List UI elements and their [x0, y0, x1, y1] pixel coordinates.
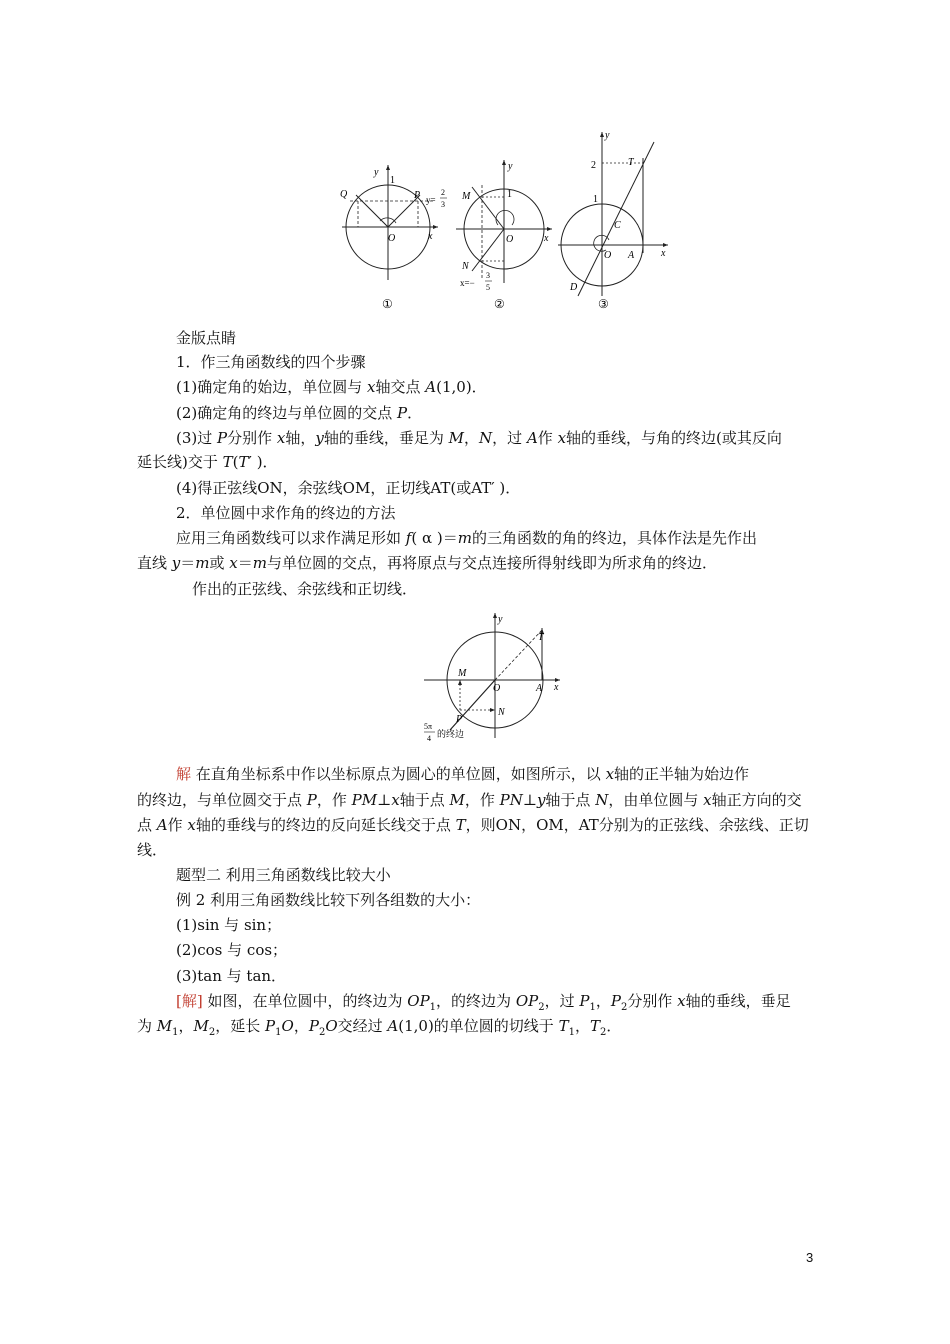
a2f: 2	[208, 1027, 216, 1038]
answer-line-1	[176, 991, 791, 1018]
a2v: 2	[600, 1027, 607, 1038]
fig2-label-x: x	[544, 233, 549, 244]
sol-3a: 点	[137, 816, 157, 834]
sol-2g: 轴于点	[399, 791, 450, 809]
page-number: 3	[806, 1250, 814, 1265]
example-2: 例 2 利用三角函数线比较下列各组数的大小：	[176, 891, 481, 909]
a1f: 2	[538, 1002, 545, 1013]
fig2-label-eq: x=−	[460, 278, 475, 288]
fig3-label-a: A	[628, 250, 635, 261]
m1d: m	[457, 529, 472, 547]
fig2-label-den: 5	[486, 283, 490, 292]
a1i: 1	[589, 1002, 596, 1013]
sol-2c: ，作	[316, 791, 352, 809]
sol-2h: M	[449, 791, 465, 809]
question-3: (3)tan 与 tan．	[176, 967, 287, 985]
method-line-2	[137, 553, 717, 573]
step-3-line-1	[176, 428, 782, 448]
step-2-text-c: ．	[407, 404, 423, 422]
s3k: ，过	[492, 429, 527, 447]
fig1-label-num: 2	[441, 188, 445, 197]
sol-2k: ⊥	[522, 791, 537, 809]
sol-2f: x	[391, 791, 400, 809]
a2o: 交经过	[337, 1017, 388, 1035]
solution-line-1	[176, 764, 749, 784]
step-2-var-p: P	[397, 404, 408, 422]
a2d: ，	[178, 1017, 194, 1035]
sol-2b: P	[306, 791, 317, 809]
a1o: 轴的垂线，垂足	[685, 992, 791, 1010]
fig3-label-t: T	[628, 157, 634, 168]
a2e: M	[193, 1017, 209, 1035]
step-1-text-c: 轴交点	[375, 378, 426, 396]
m2b: y	[171, 554, 181, 572]
sol-2a: 的终边，与单位圆交于点	[137, 791, 307, 809]
a1n: x	[677, 992, 686, 1010]
a1b: OP	[407, 992, 430, 1010]
step-1-var-a: A	[425, 378, 437, 396]
fig2-label-one: 1	[507, 189, 512, 200]
a2l: P	[308, 1017, 319, 1035]
fig1-label-y: y	[374, 167, 379, 178]
sol-2d: PM	[351, 791, 378, 809]
a1e: OP	[515, 992, 539, 1010]
fig3-label-y: y	[605, 130, 610, 141]
s3o: 轴的垂线，与角的终边(或其反向	[566, 429, 782, 447]
sol-2l: y	[536, 791, 546, 809]
a1l: 2	[620, 1002, 628, 1013]
question-1: (1)sin 与 sin；	[176, 916, 282, 934]
s3j: N	[479, 429, 493, 447]
s3d: x	[276, 429, 286, 447]
fig1-label-o: O	[388, 233, 396, 244]
a2c: 1	[172, 1027, 179, 1038]
steps-heading: 1．作三角函数线的四个步骤	[176, 353, 366, 371]
m1a: 应用三角函数线可以求作满足形如	[176, 529, 406, 547]
s3r: (	[232, 453, 239, 471]
solution-line-2	[137, 790, 802, 810]
method-line-1	[176, 528, 757, 548]
mid-fig-label-a: A	[536, 683, 543, 694]
a2q: (1,0)的单位圆的切线于	[398, 1017, 559, 1035]
sol-3e: 轴的垂线与的终边的反向延长线交于点	[195, 816, 456, 834]
fig1-label-p: P	[414, 190, 421, 201]
step-1-text-a: (1)确定角的始边，单位圆与	[176, 378, 368, 396]
m2h: m	[252, 554, 268, 572]
figure-3-tangent-line	[556, 128, 676, 313]
a1a: 如图，在单位圆中，的终边为	[202, 992, 408, 1010]
sol-2q: 轴正方向的交	[711, 791, 802, 809]
sol-2e: ⊥	[377, 791, 392, 809]
mid-fig-label-tail: 的终边	[437, 729, 465, 739]
a2b: M	[156, 1017, 173, 1035]
a2w: ．	[606, 1017, 622, 1035]
a2p: A	[387, 1017, 399, 1035]
step-2	[176, 403, 422, 423]
figure-2-cosine-line	[452, 145, 562, 325]
sol-1a: 在直角坐标系中作以坐标原点为圆心的单位圆，如图所示，以	[191, 765, 606, 783]
step-1	[176, 377, 487, 397]
fig3-label-o: O	[604, 250, 612, 261]
sol-1b: x	[605, 765, 615, 783]
step-3-line-2	[137, 452, 278, 472]
solution-tag: 解	[176, 765, 192, 783]
sol-3d: x	[187, 816, 196, 834]
mid-fig-label-n: N	[498, 707, 505, 718]
solution-line-4: 线．	[137, 841, 168, 859]
s3q: T	[222, 453, 233, 471]
sol-2m: 轴于点	[545, 791, 596, 809]
a2a: 为	[137, 1017, 157, 1035]
fig1-label-x: x	[428, 231, 433, 242]
mid-fig-label-x: x	[554, 682, 559, 693]
a2g: ，延长	[215, 1017, 266, 1035]
m2g: ＝	[237, 554, 253, 572]
m1c: ( α )＝	[411, 529, 458, 547]
s3h: M	[448, 429, 465, 447]
s3a: (3)过	[176, 429, 218, 447]
s3g: 轴的垂线，垂足为	[323, 429, 449, 447]
s3t: ′ )．	[248, 453, 278, 471]
s3p: 延长线)交于	[137, 453, 223, 471]
s3m: 作	[537, 429, 558, 447]
m1e: 的三角函数的角的终边，具体作法是先作出	[471, 529, 757, 547]
s3n: x	[557, 429, 567, 447]
fig2-label-n: N	[462, 261, 469, 272]
m2a: 直线	[137, 554, 172, 572]
a2i: 1	[275, 1027, 282, 1038]
s3e: 轴，	[285, 429, 316, 447]
sol-3b: A	[156, 816, 168, 834]
sol-2o: ，由单位圆与	[608, 791, 704, 809]
mid-fig-label-o: O	[493, 683, 501, 694]
fig3-caption: ③	[598, 297, 609, 311]
sol-2j: PN	[499, 791, 523, 809]
a2u: T	[589, 1017, 600, 1035]
fig2-label-m: M	[462, 191, 471, 202]
answer-tag: [解]	[176, 992, 203, 1010]
fig1-label-one: 1	[390, 175, 395, 186]
section-title: 金版点睛	[176, 329, 237, 347]
fig1-label-eq: y=	[426, 195, 436, 205]
fig1-label-den: 3	[441, 200, 445, 209]
m2e: 或	[209, 554, 230, 572]
method-heading: 2．单位圆中求作角的终边的方法	[176, 504, 396, 522]
s3f: y	[315, 429, 324, 447]
sol-2i: ，作	[464, 791, 500, 809]
sol-2p: x	[703, 791, 712, 809]
sol-3g: ，则ON，OM，AT分别为的正弦线、余弦线、正切	[465, 816, 809, 834]
mid-fig-label-num: 5π	[424, 722, 433, 731]
a1k: P	[610, 992, 621, 1010]
a1d: ，的终边为	[436, 992, 516, 1010]
a2h: P	[265, 1017, 276, 1035]
a2k: ，	[293, 1017, 309, 1035]
figure-5pi-4-lines	[420, 610, 570, 745]
mid-fig-label-t: T	[538, 632, 544, 643]
fig2-label-num: 3	[486, 271, 490, 280]
sol-2n: N	[595, 791, 609, 809]
step-1-text-e: (1,0)．	[436, 378, 487, 396]
fig3-label-d: D	[570, 282, 578, 293]
step-1-var-x: x	[367, 378, 376, 396]
a1g: ，过	[544, 992, 580, 1010]
fig3-label-x: x	[661, 248, 666, 259]
a2n: O	[325, 1017, 338, 1035]
a2s: 1	[568, 1027, 575, 1038]
fig1-caption: ①	[382, 297, 393, 311]
mid-fig-label-p: P	[456, 714, 463, 725]
fig2-caption: ②	[494, 297, 505, 311]
s3s: T	[238, 453, 249, 471]
a2t: ，	[574, 1017, 590, 1035]
fig2-label-y: y	[508, 161, 513, 172]
fig3-label-one: 1	[593, 194, 598, 205]
solution-line-3	[137, 815, 809, 835]
mid-fig-label-den: 4	[427, 734, 431, 743]
s3i: ，	[464, 429, 480, 447]
sol-3f: T	[455, 816, 466, 834]
sol-1c: 轴的正半轴为始边作	[614, 765, 750, 783]
sol-3c: 作	[167, 816, 188, 834]
s3b: P	[217, 429, 228, 447]
a1m: 分别作	[627, 992, 678, 1010]
type2-title: 题型二 利用三角函数线比较大小	[176, 866, 391, 884]
a1h: P	[579, 992, 590, 1010]
m2c: ＝	[180, 554, 196, 572]
step-2-text-a: (2)确定角的终边与单位圆的交点	[176, 404, 398, 422]
a2m: 2	[318, 1027, 326, 1038]
fig3-label-two: 2	[591, 160, 596, 171]
mid-fig-label-m: M	[458, 668, 467, 679]
fig3-label-c: C	[614, 220, 621, 231]
m2i: 与单位圆的交点，再将原点与交点连接所得射线即为所求角的终边．	[267, 554, 718, 572]
a1c: 1	[429, 1002, 437, 1013]
m2d: m	[195, 554, 210, 572]
task-statement: 作出的正弦线、余弦线和正切线．	[192, 580, 418, 598]
s3l: A	[526, 429, 538, 447]
m2f: x	[229, 554, 238, 572]
m1b: f	[405, 529, 412, 547]
step-4: (4)得正弦线ON，余弦线OM，正切线AT(或AT′ )．	[176, 479, 521, 497]
a1j: ，	[595, 992, 611, 1010]
a2r: T	[558, 1017, 569, 1035]
figure-1-sine-cosine-lines	[338, 145, 448, 325]
fig1-label-q: Q	[340, 189, 348, 200]
s3c: 分别作	[227, 429, 277, 447]
answer-line-2	[137, 1016, 621, 1043]
a2j: O	[281, 1017, 294, 1035]
mid-fig-label-y: y	[498, 614, 503, 625]
question-2: (2)cos 与 cos；	[176, 941, 288, 959]
fig2-label-o: O	[506, 234, 514, 245]
